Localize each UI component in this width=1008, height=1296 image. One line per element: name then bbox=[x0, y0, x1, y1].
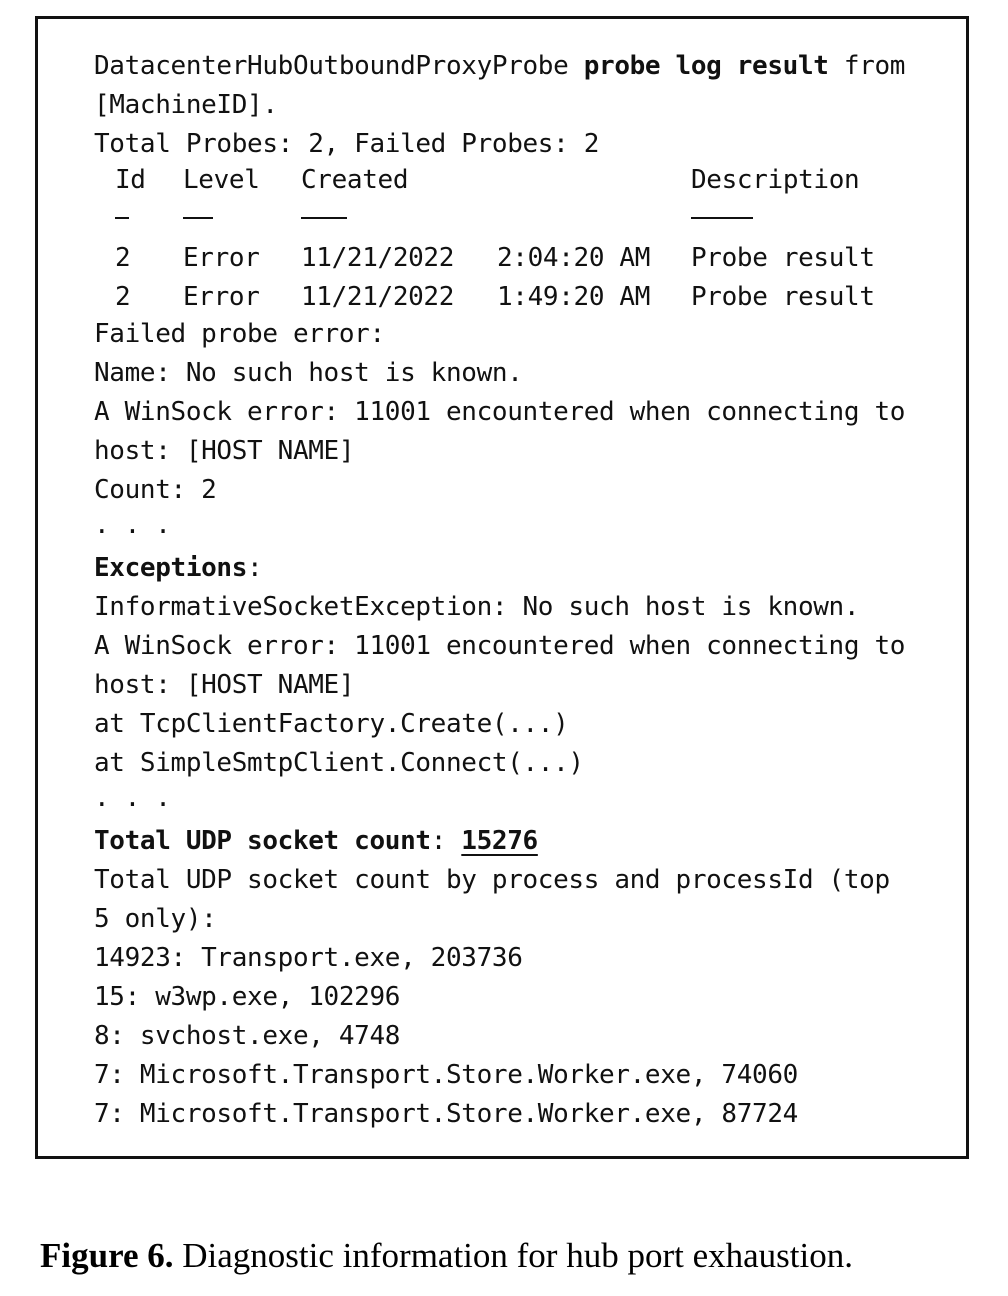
process-list-item: 15: w3wp.exe, 102296 bbox=[94, 982, 401, 1012]
process-list-item: 8: svchost.exe, 4748 bbox=[94, 1021, 401, 1051]
udp-by-process-line-2: 5 only): bbox=[94, 904, 217, 934]
udp-by-process-line-1: Total UDP socket count by process and processId (top bbox=[94, 865, 890, 895]
failed-winsock-line-2: host: [HOST NAME] bbox=[94, 436, 355, 466]
failed-name-line: Name: No such host is known. bbox=[94, 358, 523, 388]
row-date: 11/21/2022 bbox=[301, 282, 455, 312]
udp-total-line bbox=[94, 826, 538, 856]
process-list-item: 7: Microsoft.Transport.Store.Worker.exe, 87724 bbox=[94, 1099, 798, 1129]
row-id: 2 bbox=[115, 282, 131, 312]
row-id: 2 bbox=[115, 243, 131, 273]
row-description: Probe result bbox=[691, 282, 875, 312]
udp-total-label: Total UDP socket count bbox=[94, 826, 431, 856]
row-time: 2:04:20 AM bbox=[497, 243, 651, 273]
failed-winsock-line-1: A WinSock error: 11001 encountered when connecting to bbox=[94, 397, 906, 427]
exception-winsock-line-1: A WinSock error: 11001 encountered when connecting to bbox=[94, 631, 906, 661]
process-list-item: 7: Microsoft.Transport.Store.Worker.exe, 74060 bbox=[94, 1060, 798, 1090]
from-word: from bbox=[843, 51, 906, 81]
exceptions-colon: : bbox=[247, 553, 263, 583]
ellipsis-2: . . . bbox=[94, 783, 171, 813]
column-underline-created bbox=[301, 217, 347, 219]
row-date: 11/21/2022 bbox=[301, 243, 455, 273]
column-header-id: Id bbox=[115, 165, 146, 195]
machine-id-line: [MachineID]. bbox=[94, 90, 278, 120]
row-level: Error bbox=[183, 243, 260, 273]
figure-caption bbox=[40, 1234, 853, 1278]
probe-log-result-label: probe log result bbox=[583, 51, 829, 81]
stack-frame-1: at TcpClientFactory.Create(...) bbox=[94, 709, 569, 739]
failed-probe-heading: Failed probe error: bbox=[94, 319, 385, 349]
exception-winsock-line-2: host: [HOST NAME] bbox=[94, 670, 355, 700]
column-header-description: Description bbox=[691, 165, 860, 195]
failed-count-line: Count: 2 bbox=[94, 475, 217, 505]
row-description: Probe result bbox=[691, 243, 875, 273]
column-underline-level bbox=[183, 217, 213, 219]
stack-frame-2: at SimpleSmtpClient.Connect(...) bbox=[94, 748, 584, 778]
probe-name: DatacenterHubOutboundProxyProbe bbox=[94, 51, 569, 81]
figure-caption-text: Diagnostic information for hub port exhaustion. bbox=[173, 1236, 853, 1275]
column-underline-id bbox=[115, 217, 129, 219]
column-underline-description bbox=[691, 217, 753, 219]
probe-totals-line: Total Probes: 2, Failed Probes: 2 bbox=[94, 129, 600, 159]
exceptions-heading bbox=[94, 553, 262, 583]
process-list-item: 14923: Transport.exe, 203736 bbox=[94, 943, 523, 973]
log-header-line bbox=[94, 51, 905, 81]
figure-label: Figure 6. bbox=[40, 1236, 174, 1275]
row-level: Error bbox=[183, 282, 260, 312]
exception-line: InformativeSocketException: No such host is known. bbox=[94, 592, 860, 622]
exceptions-label: Exceptions bbox=[94, 553, 248, 583]
row-time: 1:49:20 AM bbox=[497, 282, 651, 312]
udp-total-value: 15276 bbox=[461, 826, 538, 856]
udp-total-colon: : bbox=[430, 826, 462, 856]
ellipsis-1: . . . bbox=[94, 510, 171, 540]
column-header-created: Created bbox=[301, 165, 409, 195]
column-header-level: Level bbox=[183, 165, 260, 195]
